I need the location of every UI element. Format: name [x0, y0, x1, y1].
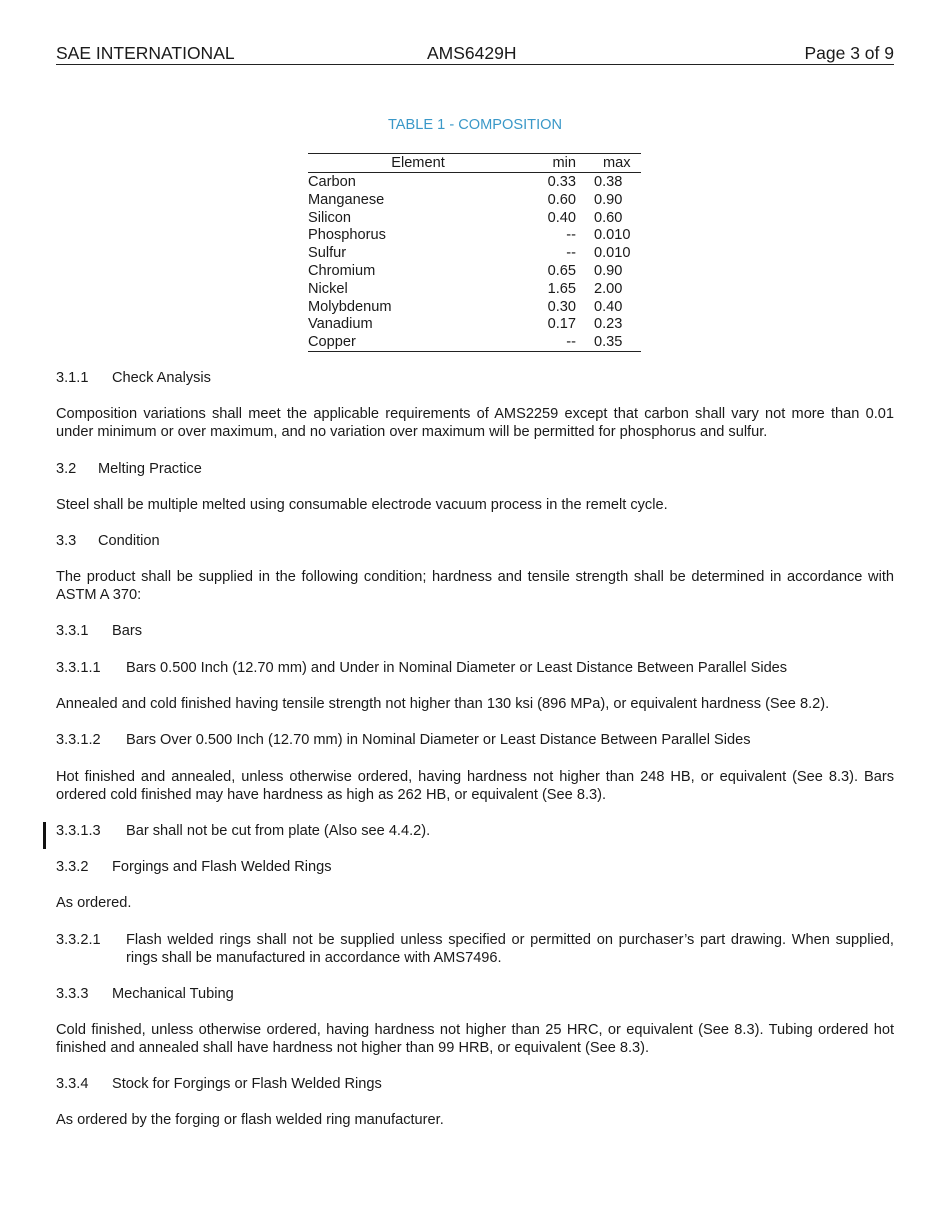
- section-title: Bars Over 0.500 Inch (12.70 mm) in Nominal Diameter or Least Distance Between Parallel Sides: [126, 732, 751, 748]
- table-title: TABLE 1 - COMPOSITION: [387, 117, 563, 133]
- table-row: [308, 226, 641, 244]
- section-number: 3.3.2.1: [56, 932, 101, 948]
- max-cell: 2.00: [594, 280, 623, 297]
- section-3-3-1-1-heading: [56, 659, 894, 677]
- section-number: 3.3: [56, 533, 77, 549]
- table-row: [308, 244, 641, 262]
- section-title: Stock for Forgings or Flash Welded Rings: [112, 1076, 382, 1092]
- section-3-3-1-1-paragraph: Annealed and cold finished having tensile strength not higher than 130 ksi (896 MPa), or equivalent hardness (See 8.2).: [56, 696, 830, 712]
- header-page-number: Page 3 of 9: [804, 43, 894, 63]
- section-3-3-3-heading: [56, 985, 894, 1003]
- revision-change-bar: [43, 822, 46, 849]
- element-cell: Sulfur: [308, 245, 347, 262]
- element-cell: Chromium: [308, 262, 376, 279]
- min-cell: 0.30: [547, 298, 576, 315]
- section-title: Bar shall not be cut from plate (Also see 4.4.2).: [126, 823, 431, 839]
- table-row: [308, 173, 641, 191]
- element-cell: Manganese: [308, 191, 385, 208]
- section-number: 3.3.2: [56, 859, 89, 875]
- column-header-max: max: [603, 155, 631, 171]
- section-number: 3.3.3: [56, 986, 89, 1002]
- section-3-3-heading: [56, 532, 894, 550]
- max-cell: 0.60: [594, 209, 623, 226]
- section-3-3-2-paragraph: As ordered.: [56, 895, 132, 911]
- section-3-3-3-paragraph: Cold finished, unless otherwise ordered, having hardness not higher than 25 HRC, or equivalent (See 8.3). Tubing ordered hot finished and annealed shall have hardness not higher than 99 HRB, or equivalent (See 8.3).: [56, 1022, 894, 1056]
- section-3-1-1-paragraph: Composition variations shall meet the applicable requirements of AMS2259 except that carbon shall vary not more than 0.01 under minimum or over maximum, and no variation over maximum will be permitted for phosphorus and sulfur.: [56, 406, 894, 440]
- element-cell: Nickel: [308, 280, 348, 297]
- section-number: 3.3.1.3: [56, 823, 101, 839]
- column-header-element: Element: [391, 155, 445, 171]
- section-3-3-1-2-paragraph: Hot finished and annealed, unless otherwise ordered, having hardness not higher than 248 HB, or equivalent (See 8.3). Bars ordered cold finished may have hardness as high as 262 HB, or equivalent (See 8.3).: [56, 769, 894, 803]
- header-document-id: AMS6429H: [427, 43, 517, 63]
- max-cell: 0.010: [594, 245, 631, 262]
- table-row: [308, 315, 641, 333]
- section-title: Melting Practice: [98, 461, 202, 477]
- page-header: [56, 43, 894, 65]
- min-cell: --: [566, 245, 576, 262]
- max-cell: 0.90: [594, 191, 623, 208]
- element-cell: Vanadium: [308, 316, 373, 333]
- table-header-row: [308, 154, 641, 173]
- section-number: 3.1.1: [56, 370, 89, 386]
- min-cell: --: [566, 334, 576, 351]
- min-cell: 0.65: [547, 262, 576, 279]
- table-row: [308, 209, 641, 227]
- section-3-1-1-heading: [56, 369, 894, 387]
- element-cell: Silicon: [308, 209, 351, 226]
- table-row: [308, 333, 641, 351]
- min-cell: 1.65: [547, 280, 576, 297]
- section-title: Bars: [112, 623, 143, 639]
- section-3-3-2-heading: [56, 858, 894, 876]
- min-cell: 0.60: [547, 191, 576, 208]
- min-cell: 0.17: [547, 316, 576, 333]
- section-number: 3.3.1.1: [56, 660, 101, 676]
- section-3-2-paragraph: Steel shall be multiple melted using consumable electrode vacuum process in the remelt cycle.: [56, 497, 668, 513]
- max-cell: 0.40: [594, 298, 623, 315]
- max-cell: 0.23: [594, 316, 623, 333]
- min-cell: 0.40: [547, 209, 576, 226]
- max-cell: 0.010: [594, 227, 631, 244]
- max-cell: 0.35: [594, 334, 623, 351]
- composition-table: [308, 153, 641, 352]
- section-3-2-heading: [56, 460, 894, 478]
- max-cell: 0.38: [594, 174, 623, 190]
- section-3-3-4-heading: [56, 1075, 894, 1093]
- section-title: Bars 0.500 Inch (12.70 mm) and Under in Nominal Diameter or Least Distance Between Parallel Sides: [126, 660, 788, 676]
- section-title: Condition: [98, 533, 160, 549]
- section-3-3-2-1-item: [56, 931, 894, 967]
- section-title: Forgings and Flash Welded Rings: [112, 859, 332, 875]
- section-title: Check Analysis: [112, 370, 211, 386]
- section-number: 3.3.1.2: [56, 732, 101, 748]
- section-number: 3.3.4: [56, 1076, 89, 1092]
- min-cell: 0.33: [547, 174, 576, 190]
- element-cell: Phosphorus: [308, 227, 386, 244]
- section-3-3-4-paragraph: As ordered by the forging or flash welded ring manufacturer.: [56, 1112, 444, 1128]
- column-header-min: min: [552, 155, 576, 171]
- section-number: 3.2: [56, 461, 77, 477]
- min-cell: --: [566, 227, 576, 244]
- section-title: Mechanical Tubing: [112, 986, 234, 1002]
- section-3-3-1-3-heading: [56, 822, 894, 840]
- section-3-3-paragraph: The product shall be supplied in the following condition; hardness and tensile strength shall be determined in accordance with ASTM A 370:: [56, 569, 894, 603]
- section-number: 3.3.1: [56, 623, 89, 639]
- table-row: [308, 298, 641, 316]
- table-row: [308, 262, 641, 280]
- table-body: [308, 173, 641, 351]
- header-organization: SAE INTERNATIONAL: [56, 43, 235, 63]
- element-cell: Molybdenum: [308, 298, 392, 315]
- element-cell: Copper: [308, 334, 356, 351]
- section-3-3-1-2-heading: [56, 731, 894, 749]
- max-cell: 0.90: [594, 262, 623, 279]
- element-cell: Carbon: [308, 174, 356, 190]
- section-3-3-1-heading: [56, 622, 894, 640]
- table-row: [308, 191, 641, 209]
- table-row: [308, 280, 641, 298]
- section-text: Flash welded rings shall not be supplied unless specified or permitted on purchaser’s part drawing. When supplied, rings shall be manufactured in accordance with AMS7496.: [126, 932, 894, 966]
